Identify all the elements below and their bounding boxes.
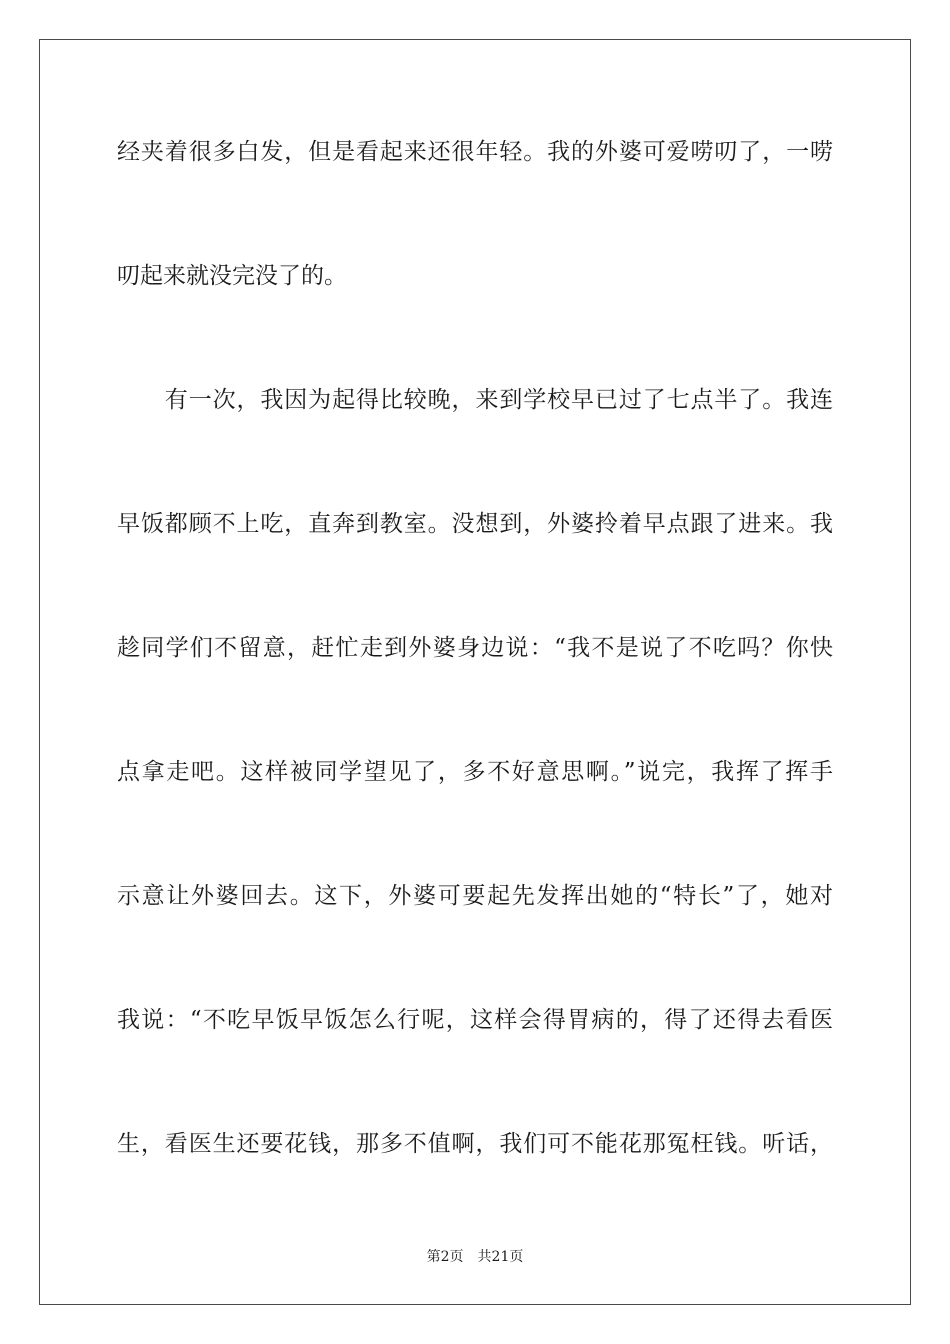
page-number: 第2页: [426, 1249, 464, 1265]
page-border: [39, 39, 911, 1305]
paragraph-line: 示意让外婆回去。这下，外婆可要起先发挥出她的“特长”了，她对: [117, 883, 833, 909]
paragraph-line: 我说：“不吃早饭早饭怎么行呢，这样会得胃病的，得了还得去看医: [117, 1007, 833, 1033]
paragraph-line: 有一次，我因为起得比较晚，来到学校早已过了七点半了。我连: [117, 387, 833, 413]
paragraph-line: 早饭都顾不上吃，直奔到教室。没想到，外婆拎着早点跟了进来。我: [117, 511, 833, 537]
paragraph-line: 叨起来就没完没了的。: [117, 263, 347, 289]
page-total: 共21页: [477, 1249, 524, 1265]
paragraph-line: 经夹着很多白发，但是看起来还很年轻。我的外婆可爱唠叨了，一唠: [117, 139, 833, 165]
paragraph-line: 趁同学们不留意，赶忙走到外婆身边说：“我不是说了不吃吗？你快: [117, 635, 833, 661]
paragraph-line: 生，看医生还要花钱，那多不值啊，我们可不能花那冤枉钱。听话，: [117, 1131, 833, 1157]
paragraph-line: 点拿走吧。这样被同学望见了，多不好意思啊。”说完，我挥了挥手: [117, 759, 833, 785]
page-footer: [0, 1246, 950, 1266]
